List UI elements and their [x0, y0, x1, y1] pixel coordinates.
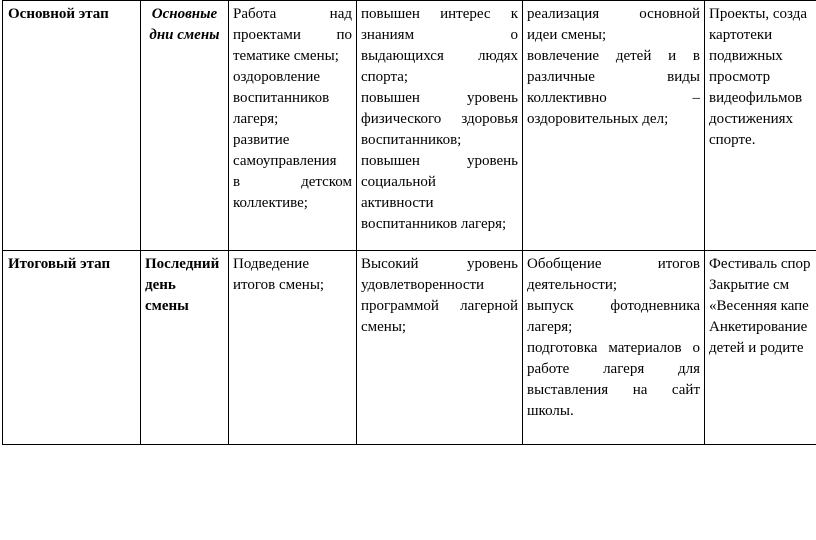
text-line: школы.: [527, 403, 574, 419]
text-line: воспитанников лагеря;: [361, 216, 507, 232]
text-line: выдающихся людях: [361, 48, 518, 64]
text-line: вовлечение детей и в: [527, 48, 700, 64]
text-line: лагеря;: [527, 319, 573, 335]
text-line: программой лагерной: [361, 298, 518, 314]
text-line: достижениях: [709, 111, 794, 127]
text-line: знаниям о: [361, 27, 518, 43]
text-line: выставления на сайт: [527, 382, 700, 398]
days-line: день: [145, 277, 176, 293]
text-line: воспитанников;: [361, 132, 462, 148]
days-line: Основные: [151, 6, 218, 22]
activities-cell: [229, 251, 357, 445]
text-line: реализация основной: [527, 6, 700, 22]
forms-cell: [523, 251, 705, 445]
text-line: воспитанников: [233, 90, 330, 106]
days-line: смены: [145, 298, 189, 314]
days-line: дни смены: [149, 27, 220, 43]
stage-cell: [3, 1, 141, 251]
text-line: тематике смены;: [233, 48, 339, 64]
stage-name: Итоговый этап: [8, 256, 111, 272]
events-cell: [705, 251, 816, 445]
text-line: физического здоровья: [361, 111, 518, 127]
text-line: повышен уровень: [361, 153, 518, 169]
forms-cell: [523, 1, 705, 251]
text-line: Анкетирование: [709, 319, 808, 335]
text-line: спорте.: [709, 132, 756, 148]
events-cell: [705, 1, 816, 251]
text-line: видеофильмов: [709, 90, 803, 106]
text-line: деятельности;: [527, 277, 618, 293]
text-line: Закрытие см: [709, 277, 790, 293]
text-line: Обобщение итогов: [527, 256, 700, 272]
text-line: социальной: [361, 174, 436, 190]
text-line: идеи смены;: [527, 27, 607, 43]
text-line: активности: [361, 195, 434, 211]
text-line: просмотр: [709, 69, 771, 85]
activities-cell: [229, 1, 357, 251]
days-cell: [141, 1, 229, 251]
text-line: Высокий уровень: [361, 256, 518, 272]
text-line: коллективно –: [527, 90, 700, 106]
text-line: самоуправления: [233, 153, 337, 169]
text-line: картотеки: [709, 27, 773, 43]
results-cell: [357, 1, 523, 251]
text-line: Подведение: [233, 256, 309, 272]
text-line: выпуск фотодневника: [527, 298, 700, 314]
text-line: итогов смены;: [233, 277, 325, 293]
text-line: повышен уровень: [361, 90, 518, 106]
text-line: оздоровительных дел;: [527, 111, 669, 127]
stage-cell: [3, 251, 141, 445]
stage-name: Основной этап: [8, 6, 109, 22]
text-line: повышен интерес к: [361, 6, 518, 22]
text-line: детей и родите: [709, 340, 804, 356]
results-cell: [357, 251, 523, 445]
text-line: Фестиваль спор: [709, 256, 811, 272]
text-line: подвижных: [709, 48, 783, 64]
text-line: различные виды: [527, 69, 700, 85]
text-line: оздоровление: [233, 69, 321, 85]
days-line: Последний: [145, 256, 220, 272]
text-line: удовлетворенности: [361, 277, 485, 293]
table-row: [3, 251, 816, 445]
text-line: коллективе;: [233, 195, 308, 211]
text-line: «Весенняя капе: [709, 298, 809, 314]
text-line: Проекты, созда: [709, 6, 807, 22]
text-line: лагеря;: [233, 111, 279, 127]
text-line: Работа над: [233, 6, 352, 22]
text-line: смены;: [361, 319, 407, 335]
text-line: подготовка материалов о: [527, 340, 700, 356]
table-row: [3, 1, 816, 251]
program-stages-table: [2, 0, 816, 445]
text-line: работе лагеря для: [527, 361, 700, 377]
text-line: развитие: [233, 132, 290, 148]
text-line: проектами по: [233, 27, 352, 43]
days-cell: [141, 251, 229, 445]
text-line: в детском: [233, 174, 352, 190]
text-line: спорта;: [361, 69, 409, 85]
